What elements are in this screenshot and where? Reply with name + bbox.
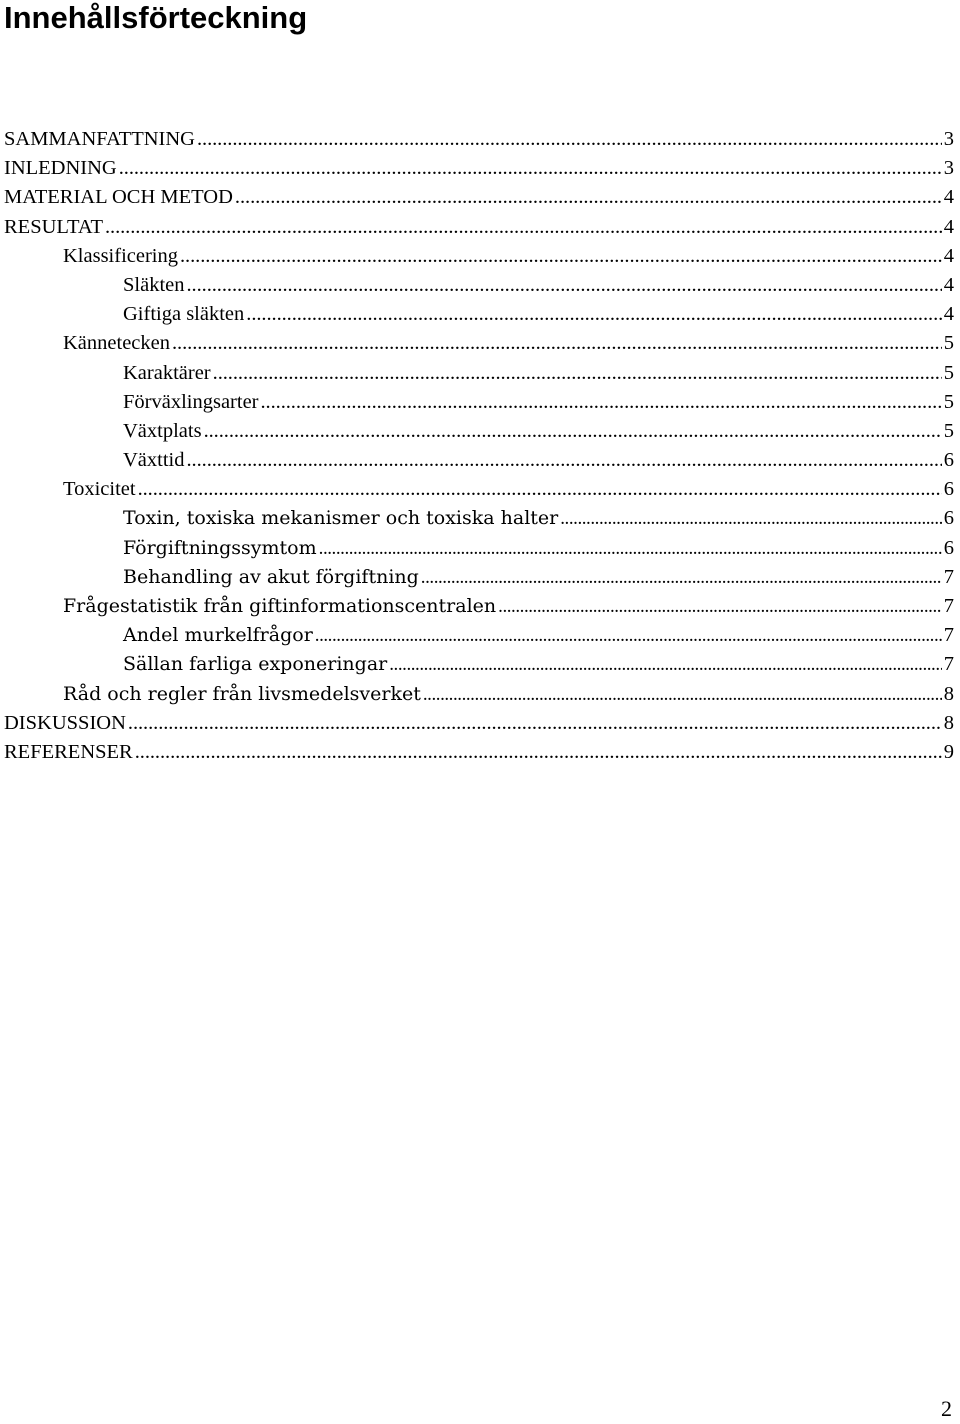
toc-dot-leader — [319, 534, 942, 563]
toc-entry[interactable] — [0, 300, 960, 329]
toc-entry-label: Karaktärer — [123, 361, 211, 384]
toc-dot-leader — [138, 475, 942, 504]
toc-entry[interactable] — [0, 125, 960, 154]
toc-entry-page: 7 — [943, 653, 954, 676]
toc-entry-label: REFERENSER — [4, 740, 133, 763]
toc-entry-page: 7 — [943, 624, 954, 647]
toc-entry-label: Toxicitet — [63, 478, 136, 501]
toc-entry[interactable] — [0, 242, 960, 271]
toc-entry-label: MATERIAL OCH METOD — [4, 186, 233, 209]
toc-entry[interactable] — [0, 592, 960, 621]
toc-entry-label: Växttid — [123, 449, 185, 472]
toc-entry[interactable] — [0, 154, 960, 183]
toc-entry-page: 7 — [943, 595, 954, 617]
toc-entry-label: SAMMANFATTNING — [4, 128, 195, 150]
toc-entry-label: Behandling av akut förgiftning — [123, 565, 419, 588]
toc-dot-leader — [498, 592, 942, 621]
toc-dot-leader — [261, 388, 942, 417]
toc-entry-page: 5 — [943, 419, 954, 442]
toc-entry[interactable] — [0, 621, 960, 650]
toc-entry-label: Giftiga släkten — [123, 303, 245, 326]
toc-entry[interactable] — [0, 563, 960, 592]
toc-entry-page: 6 — [943, 449, 954, 472]
toc-entry-page: 4 — [943, 186, 954, 209]
toc-dot-leader — [105, 213, 942, 242]
toc-dot-leader — [172, 329, 942, 358]
toc-dot-leader — [119, 154, 942, 183]
toc-entry-page: 7 — [943, 565, 954, 588]
toc-entry-page: 4 — [943, 215, 954, 238]
toc-entry-page: 3 — [943, 157, 954, 180]
toc-entry[interactable] — [0, 475, 960, 504]
toc-entry-label: Släkten — [123, 273, 185, 296]
toc-entry-label: INLEDNING — [4, 157, 117, 180]
toc-entry-page: 4 — [943, 244, 954, 267]
toc-entry[interactable] — [0, 446, 960, 475]
toc-entry[interactable] — [0, 738, 960, 767]
toc-entry-label: Förgiftningssymtom — [123, 536, 317, 559]
toc-dot-leader — [235, 183, 942, 212]
toc-entry-label: Klassificering — [63, 244, 178, 267]
toc-entry-label: DISKUSSION — [4, 711, 126, 734]
toc-entry-label: Frågestatistik från giftinformationscentralen — [63, 595, 497, 617]
toc-dot-leader — [204, 417, 942, 446]
toc-entry-label: RESULTAT — [4, 215, 103, 238]
toc-entry-page: 5 — [943, 361, 954, 384]
toc-entry-page: 5 — [943, 332, 954, 355]
toc-entry-label: Sällan farliga exponeringar — [123, 653, 388, 676]
toc-entry-page: 4 — [943, 273, 954, 296]
toc-dot-leader — [421, 563, 942, 592]
toc-entry-label: Kännetecken — [63, 332, 170, 355]
toc-dot-leader — [246, 300, 941, 329]
toc-entry-page: 8 — [943, 711, 954, 734]
toc-entry-page: 8 — [943, 682, 954, 705]
toc-entry-page: 3 — [943, 128, 954, 150]
toc-entry[interactable] — [0, 359, 960, 388]
toc-entry[interactable] — [0, 417, 960, 446]
page-title: Innehållsförteckning — [4, 0, 308, 35]
toc-dot-leader — [197, 125, 942, 154]
toc-entry-page: 6 — [943, 478, 954, 501]
toc-entry-page: 4 — [943, 303, 954, 326]
toc-entry-page: 6 — [943, 536, 954, 559]
toc-dot-leader — [389, 650, 942, 679]
toc-entry[interactable] — [0, 680, 960, 709]
toc-entry[interactable] — [0, 329, 960, 358]
toc-entry[interactable] — [0, 183, 960, 212]
toc-dot-leader — [180, 242, 942, 271]
toc-dot-leader — [128, 709, 942, 738]
toc-entry-label: Toxin, toxiska mekanismer och toxiska halter — [123, 507, 559, 530]
toc-entry-page: 6 — [943, 507, 954, 530]
toc-entry-page: 5 — [943, 390, 954, 413]
toc-entry-label: Andel murkelfrågor — [123, 624, 313, 647]
toc-entry-label: Råd och regler från livsmedelsverket — [63, 682, 421, 705]
toc-entry-label: Förväxlingsarter — [123, 390, 259, 413]
toc-dot-leader — [315, 621, 942, 650]
toc-entry[interactable] — [0, 504, 960, 533]
toc-entry-label: Växtplats — [123, 419, 202, 442]
toc-entry[interactable] — [0, 271, 960, 300]
toc-dot-leader — [187, 446, 942, 475]
toc-dot-leader — [187, 271, 942, 300]
toc-dot-leader — [135, 738, 942, 767]
page-number: 2 — [941, 1396, 952, 1421]
toc-dot-leader — [213, 359, 942, 388]
toc-entry[interactable] — [0, 388, 960, 417]
toc-dot-leader — [560, 504, 942, 533]
toc-entry[interactable] — [0, 534, 960, 563]
toc-entry[interactable] — [0, 650, 960, 679]
toc-entry-page: 9 — [943, 740, 954, 763]
toc-entry[interactable] — [0, 709, 960, 738]
toc-dot-leader — [423, 680, 942, 709]
toc-entry[interactable] — [0, 213, 960, 242]
table-of-contents — [0, 125, 960, 767]
